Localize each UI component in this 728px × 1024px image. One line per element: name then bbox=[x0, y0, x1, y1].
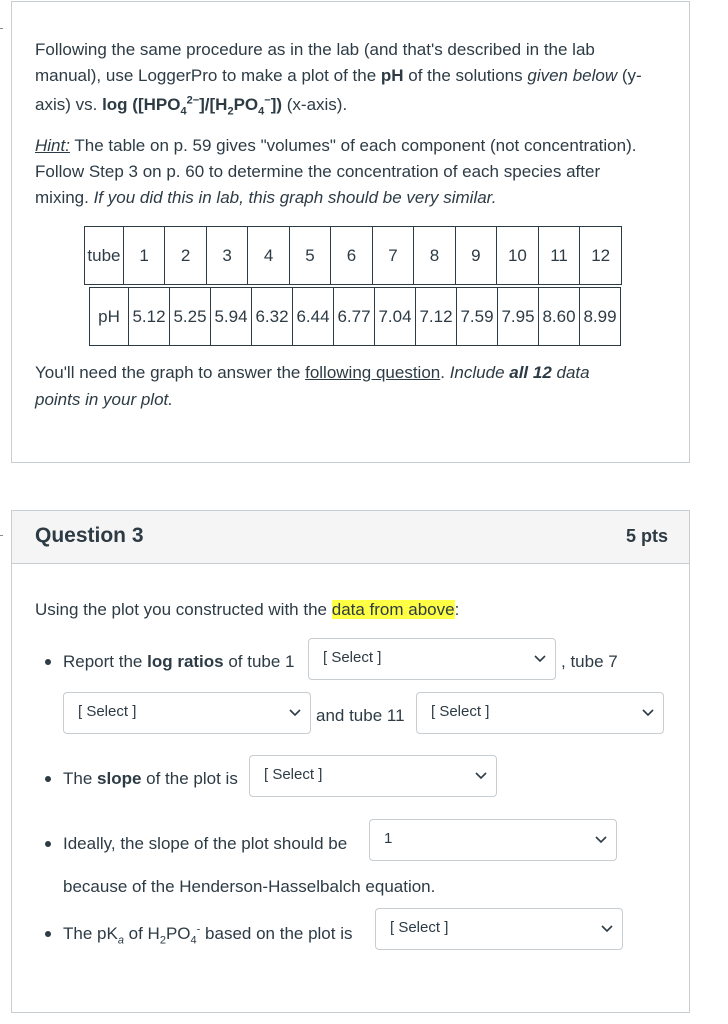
tube7-text: , tube 7 bbox=[561, 652, 618, 671]
need-line-1: You'll need the graph to answer the following question. Include all 12 data bbox=[35, 363, 590, 382]
bullet-slope bbox=[45, 766, 55, 792]
bullet-pka bbox=[45, 921, 55, 947]
tube-cell: 12 bbox=[580, 227, 622, 285]
chevron-down-icon bbox=[600, 922, 614, 936]
intro-line-2: manual), use LoggerPro to make a plot of the pH of the solutions given below (y- bbox=[35, 66, 642, 85]
ph-cell: 7.59 bbox=[457, 288, 498, 346]
ph-cell: 7.04 bbox=[375, 288, 416, 346]
ph-cell: 5.12 bbox=[129, 288, 170, 346]
slope-select[interactable]: [ Select ] bbox=[249, 755, 497, 797]
ph-cell: 8.60 bbox=[539, 288, 580, 346]
tube-label-cell: tube bbox=[85, 227, 124, 285]
log-ratio-text: Report the log ratios of tube 1 bbox=[63, 652, 295, 671]
ph-label-cell: pH bbox=[90, 288, 129, 346]
chevron-down-icon bbox=[594, 833, 608, 847]
edge-tick bbox=[0, 28, 3, 29]
highlighted-text: data from above bbox=[331, 600, 455, 619]
tube-cell: 6 bbox=[331, 227, 372, 285]
question-header bbox=[12, 511, 689, 564]
edge-tick bbox=[0, 535, 3, 536]
pka-text: The $pK_a$ of $H_2PO_4^-$ based on the plot is bbox=[63, 923, 353, 947]
intro-line-3: axis) vs. $\log ([HPO_4^{2-}]/[H_2PO_4^-])$ (x-axis). bbox=[35, 94, 348, 118]
need-line-2: points in your plot. bbox=[35, 390, 173, 409]
ph-cell: 6.32 bbox=[252, 288, 293, 346]
ph-cell: 8.99 bbox=[580, 288, 621, 346]
ph-cell: 6.77 bbox=[334, 288, 375, 346]
ph-table bbox=[89, 287, 621, 346]
ph-cell: 5.25 bbox=[170, 288, 211, 346]
tube-cell: 11 bbox=[538, 227, 580, 285]
chevron-down-icon bbox=[641, 706, 655, 720]
question-points: 5 pts bbox=[625, 526, 668, 546]
tube-cell: 9 bbox=[455, 227, 496, 285]
tube7-select[interactable]: [ Select ] bbox=[63, 692, 311, 734]
intro-line-1: Following the same procedure as in the lab (and that's described in the lab bbox=[35, 40, 595, 59]
ph-cell: 5.94 bbox=[211, 288, 252, 346]
ideal-slope-select[interactable]: 1 bbox=[369, 819, 617, 861]
bullet-log-ratios bbox=[45, 649, 55, 675]
question-title: Question 3 bbox=[35, 524, 144, 547]
chevron-down-icon bbox=[288, 706, 302, 720]
tube-cell: 10 bbox=[497, 227, 539, 285]
tube-cell: 3 bbox=[206, 227, 247, 285]
hint-line-3: mixing. If you did this in lab, this graph should be very similar. bbox=[35, 188, 497, 207]
tube11-text: and tube 11 bbox=[316, 706, 405, 725]
slope-text: The slope of the plot is bbox=[63, 769, 238, 788]
question-card bbox=[11, 510, 690, 1013]
henderson-text: because of the Henderson-Hasselbalch equation. bbox=[63, 877, 436, 896]
tube11-select[interactable]: [ Select ] bbox=[416, 692, 664, 734]
table-row bbox=[85, 227, 622, 285]
hint-line-1: Hint: The table on p. 59 gives "volumes" of each component (not concentration). bbox=[35, 136, 637, 155]
ideal-slope-text: Ideally, the slope of the plot should be bbox=[63, 834, 348, 853]
chevron-down-icon bbox=[533, 652, 547, 666]
tube-cell: 7 bbox=[372, 227, 413, 285]
pka-select[interactable]: [ Select ] bbox=[375, 908, 623, 950]
instructions-card bbox=[11, 1, 690, 463]
tube-cell: 4 bbox=[248, 227, 289, 285]
bullet-ideal-slope bbox=[45, 831, 55, 857]
tube-cell: 1 bbox=[123, 227, 164, 285]
table-row bbox=[90, 288, 621, 346]
tube-cell: 5 bbox=[289, 227, 330, 285]
tube1-select[interactable]: [ Select ] bbox=[308, 638, 556, 680]
chevron-down-icon bbox=[474, 769, 488, 783]
hint-line-2: Follow Step 3 on p. 60 to determine the concentration of each species after bbox=[35, 162, 601, 181]
tube-cell: 8 bbox=[414, 227, 455, 285]
ph-cell: 6.44 bbox=[293, 288, 334, 346]
question-intro: Using the plot you constructed with the data from above: bbox=[35, 600, 460, 619]
following-question-link[interactable]: following question bbox=[305, 363, 441, 382]
ph-cell: 7.95 bbox=[498, 288, 539, 346]
tube-cell: 2 bbox=[165, 227, 206, 285]
tube-table bbox=[84, 226, 622, 285]
ph-cell: 7.12 bbox=[416, 288, 457, 346]
